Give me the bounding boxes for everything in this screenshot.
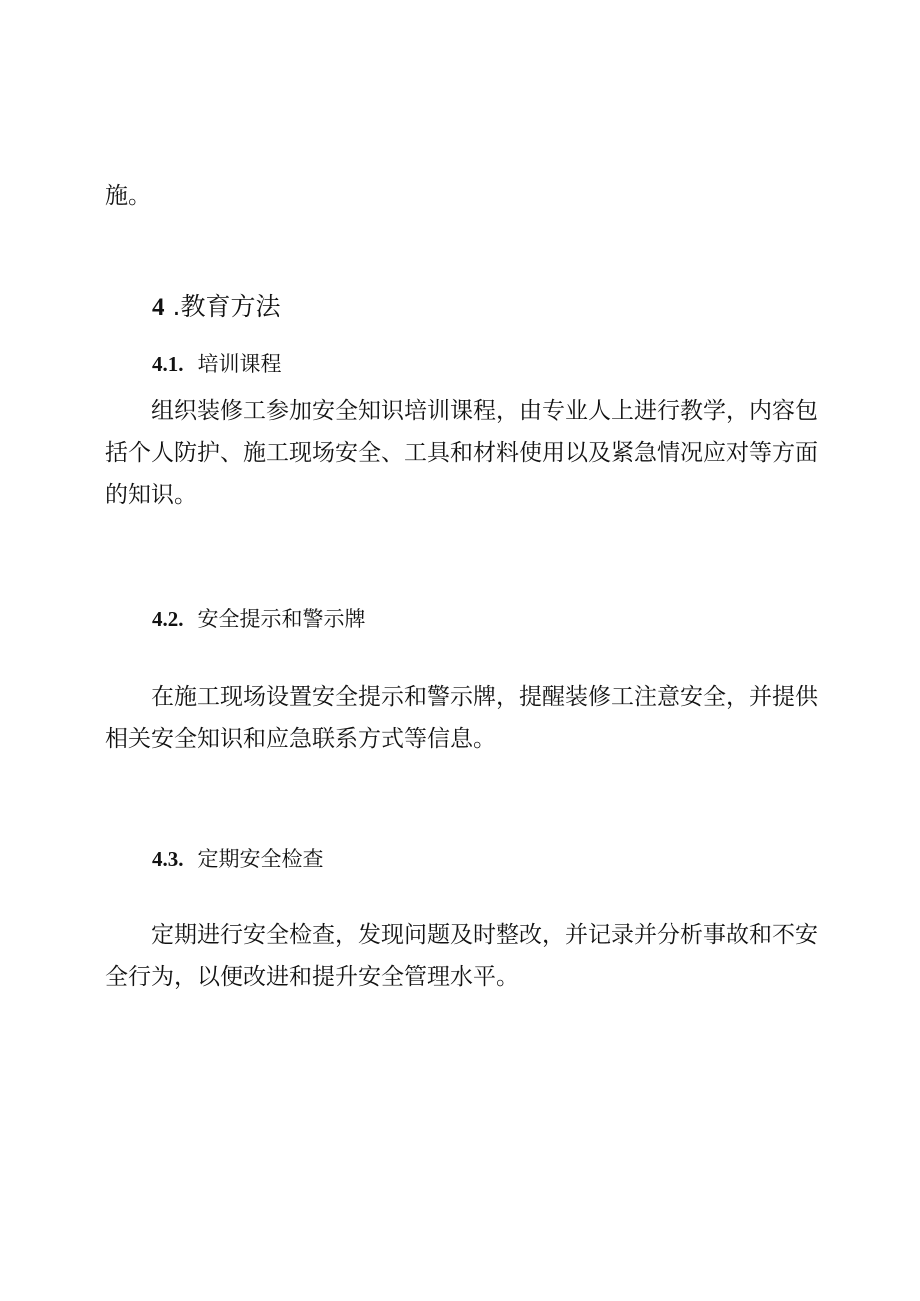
section-title: .教育方法	[172, 292, 281, 321]
subsection-title: 安全提示和警示牌	[197, 607, 366, 631]
section-number: 4	[152, 294, 165, 321]
paragraph-line: 全行为，以便改进和提升安全管理水平。	[105, 964, 519, 990]
paragraph-training	[105, 390, 818, 516]
subsection-heading-4-2	[152, 603, 366, 633]
paragraph-line: 的知识。	[105, 482, 197, 508]
subsection-number: 4.1.	[152, 352, 184, 376]
paragraph-line: 施。	[105, 183, 151, 209]
subsection-title: 培训课程	[197, 352, 282, 376]
paragraph-line: 组织装修工参加安全知识培训课程，由专业人上进行教学，内容包	[151, 398, 818, 424]
subsection-heading-4-1	[152, 348, 282, 378]
paragraph-fragment	[105, 175, 151, 217]
subsection-number: 4.3.	[152, 847, 184, 871]
paragraph-line: 括个人防护、施工现场安全、工具和材料使用以及紧急情况应对等方面	[105, 440, 818, 466]
subsection-title: 定期安全检查	[197, 847, 324, 871]
subsection-heading-4-3	[152, 843, 324, 873]
paragraph-line: 相关安全知识和应急联系方式等信息。	[105, 726, 496, 752]
paragraph-line: 定期进行安全检查，发现问题及时整改，并记录并分析事故和不安	[151, 922, 818, 948]
paragraph-signs	[105, 676, 818, 760]
section-heading	[152, 287, 280, 323]
subsection-number: 4.2.	[152, 607, 184, 631]
paragraph-line: 在施工现场设置安全提示和警示牌，提醒装修工注意安全，并提供	[151, 684, 818, 710]
paragraph-inspection	[105, 914, 818, 998]
